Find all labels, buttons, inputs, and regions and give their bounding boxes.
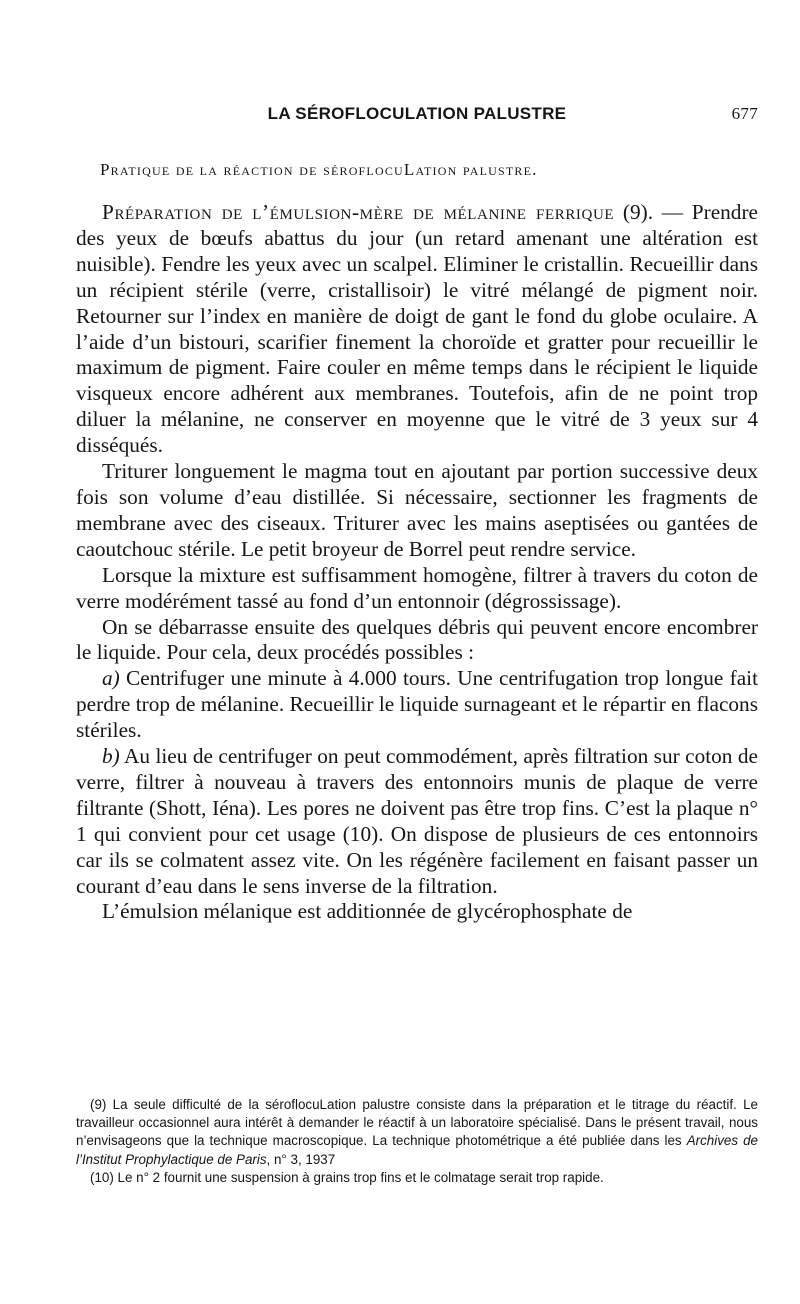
paragraph: Triturer longuement le magma tout en ajoutant par portion successive deux fois son volume d’eau distillée. Si nécessaire, sectionner les fragments de membrane avec des ciseaux. Triturer avec les mains aseptisées ou gantées de caoutchouc stérile. Le petit broyeur de Borrel peut rendre service.: [76, 459, 758, 561]
list-label: b): [102, 744, 120, 769]
paragraph: [76, 200, 758, 459]
journal-title: Archives de l’Institut Prophylactique de Paris: [76, 1133, 758, 1167]
paragraph-text: Prendre des yeux de bœufs abattus du jour (un retard amenant une altération est nuisible). Fendre les yeux avec un scalpel. Eliminer le cristallin. Recueillir dans un récipient stérile (verre, cristallisoir) le vitré mélangé de pigment noir. Retourner sur l’index en manière de doigt de gant le fond du globe oculaire. A l’aide d’un bistouri, scarifier finement la choroïde et gratter pour recueillir le maximum de pigment. Faire couler en même temps dans le récipient le liquide visqueux encore adhérent aux membranes. Toutefois, afin de ne point trop diluer la mélanine, ne conserver en moyenne que le vitré de 3 yeux sur 4 disséqués.: [76, 200, 758, 458]
section-title: Pratique de la réaction de séroflocuLation palustre.: [100, 160, 538, 179]
footnote-tail: , n° 3, 1937: [266, 1151, 336, 1167]
paragraph: On se débarrasse ensuite des quelques débris qui peuvent encore encombrer le liquide. Pour cela, deux procédés possibles :: [76, 614, 758, 665]
paragraph: [76, 666, 758, 744]
paragraph-heading: Préparation de l’émulsion-mère de mélanine ferrique: [102, 200, 615, 224]
running-header: [76, 100, 758, 130]
paragraph: Lorsque la mixture est suffisamment homogène, filtrer à travers du coton de verre modérément tassé au fond d’un entonnoir (dégrossissage).: [76, 562, 758, 613]
page-number: 677: [731, 104, 758, 123]
list-label: a): [102, 666, 120, 691]
paragraph: [76, 744, 758, 899]
paragraph: L’émulsion mélanique est additionnée de glycérophosphate de: [102, 899, 633, 924]
body-text: [76, 200, 758, 925]
footnotes: [76, 1096, 758, 1187]
footnote-10: (10) Le n° 2 fournit une suspension à grains trop fins et le colmatage serait trop rapide.: [90, 1169, 604, 1185]
footnote-9: [76, 1096, 758, 1169]
paragraph-text: Centrifuger une minute à 4.000 tours. Une centrifugation trop longue fait perdre trop de mélanine. Recueillir le liquide surnageant et le répartir en flacons stériles.: [76, 666, 758, 743]
footnote-text: (9) La seule difficulté de la séroflocuLation palustre consiste dans la préparation et le titrage du réactif. Le travailleur occasionnel aura intérêt à demander le réactif à un laboratoire spécialisé. Dans le présent travail, nous n’envisageons que la technique macroscopique. La technique photométrique a été publiée dans les: [76, 1097, 758, 1149]
paragraph-text: Au lieu de centrifuger on peut commodément, après filtration sur coton de verre, filtrer à nouveau à travers des entonnoirs munis de plaque de verre filtrante (Shott, Iéna). Les pores ne doivent pas être trop fins. C’est la plaque n° 1 qui convient pour cet usage (10). On dispose de plusieurs de ces entonnoirs car ils se colmatent assez vite. On les régénère facilement en faisant passer un courant d’eau dans le sens inverse de la filtration.: [76, 744, 758, 898]
footnote-ref: (9). —: [614, 200, 692, 224]
running-title: LA SÉROFLOCULATION PALUSTRE: [267, 104, 567, 123]
